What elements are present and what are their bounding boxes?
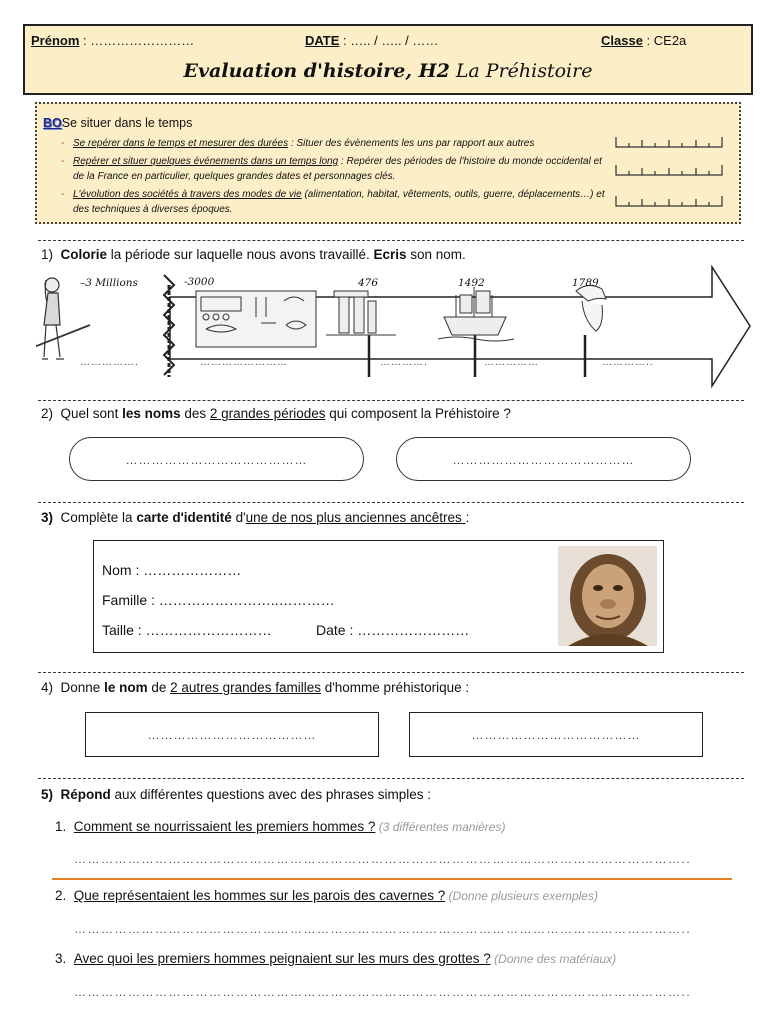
answer-family-1[interactable]: ………………………………… <box>85 712 379 757</box>
timeline-label: 1789 <box>572 277 599 289</box>
timeline-label: –3 Millions <box>80 277 138 289</box>
timeline-label: 476 <box>358 277 379 289</box>
bo-title: BOSe situer dans le temps <box>43 116 193 130</box>
question-3: 3) Complète la carte d'identité d'une de nos plus anciennes ancêtres : <box>41 510 470 525</box>
hieroglyphs-illustration <box>196 291 316 347</box>
assessment-scale[interactable] <box>615 195 723 207</box>
timeline-blank[interactable]: ………….. <box>602 357 654 368</box>
timeline-label: -3000 <box>184 276 215 288</box>
assessment-scale[interactable] <box>615 136 723 148</box>
timeline-label: 1492 <box>458 277 485 289</box>
orange-rule <box>52 878 732 880</box>
divider <box>38 502 744 503</box>
question-4: 4) Donne le nom de 2 autres grandes familles d'homme préhistorique : <box>41 680 470 695</box>
divider <box>38 778 744 779</box>
assessment-scale[interactable] <box>615 164 723 176</box>
caveman-illustration <box>36 278 90 359</box>
id-date-field[interactable]: Date : …………………… <box>316 622 470 638</box>
subquestion-1: 1. Comment se nourrissaient les premiers hommes ? (3 différentes manières) <box>55 819 506 834</box>
answer-family-2[interactable]: ………………………………… <box>409 712 703 757</box>
id-taille-field[interactable]: Taille : ……………………… <box>102 622 272 638</box>
divider <box>38 400 744 401</box>
bo-item: - L'évolution des sociétés à travers des modes de vie (alimentation, habitat, vêtements, outils, guerre, déplacements…) et des techniques à diverses époques. <box>61 187 611 217</box>
subquestion-3: 3. Avec quoi les premiers hommes peignaient sur les murs des grottes ? (Donne des matériaux) <box>55 951 617 966</box>
subquestion-2: 2. Que représentaient les hommes sur les parois des cavernes ? (Donne plusieurs exemples) <box>55 888 598 903</box>
timeline[interactable] <box>36 265 752 393</box>
page-title: Evaluation d'histoire, H2 La Préhistoire <box>183 60 593 82</box>
divider <box>38 672 744 673</box>
question-2: 2) Quel sont les noms des 2 grandes périodes qui composent la Préhistoire ? <box>41 406 511 421</box>
timeline-arrow <box>36 265 752 393</box>
date-field[interactable]: DATE : ….. / ….. / …… <box>305 33 439 48</box>
answer-period-1[interactable]: …………………………………… <box>69 437 364 481</box>
timeline-blank[interactable]: ……………. <box>80 357 139 368</box>
id-nom-field[interactable]: Nom : ………………… <box>102 562 242 578</box>
bo-item: - Repérer et situer quelques événements dans un temps long : Repérer des périodes de l'histoire du monde occidental et de la France en particulier, quelques grandes dates et personnages clés. <box>61 154 611 184</box>
header-box <box>23 24 753 95</box>
id-famille-field[interactable]: Famille : ……………………..………… <box>102 592 335 608</box>
prenom-field[interactable]: Prénom : …………………… <box>31 33 195 48</box>
bo-list <box>61 136 611 220</box>
timeline-blank[interactable]: …………………… <box>200 357 288 368</box>
timeline-blank[interactable]: …………… <box>484 357 539 368</box>
question-1: 1) Colorie la période sur laquelle nous avons travaillé. Ecris son nom. <box>41 247 466 262</box>
identity-card <box>93 540 664 653</box>
answer-line[interactable]: ……………………………………………………………………………………………………………………….. <box>74 922 692 936</box>
bo-item: - Se repérer dans le temps et mesurer des durées : Situer des évènements les uns par rapport aux autres <box>61 136 611 151</box>
question-5: 5) Répond aux différentes questions avec des phrases simples : <box>41 787 431 802</box>
answer-period-2[interactable]: …………………………………… <box>396 437 691 481</box>
answer-line[interactable]: ……………………………………………………………………………………………………………………….. <box>74 985 692 999</box>
divider <box>38 240 744 241</box>
timeline-blank[interactable]: …………. <box>380 357 428 368</box>
ancestor-photo <box>558 546 657 646</box>
answer-line[interactable]: ……………………………………………………………………………………………………………………….. <box>74 852 692 866</box>
bo-box <box>35 102 741 224</box>
classe-field: Classe : CE2a <box>601 33 687 48</box>
